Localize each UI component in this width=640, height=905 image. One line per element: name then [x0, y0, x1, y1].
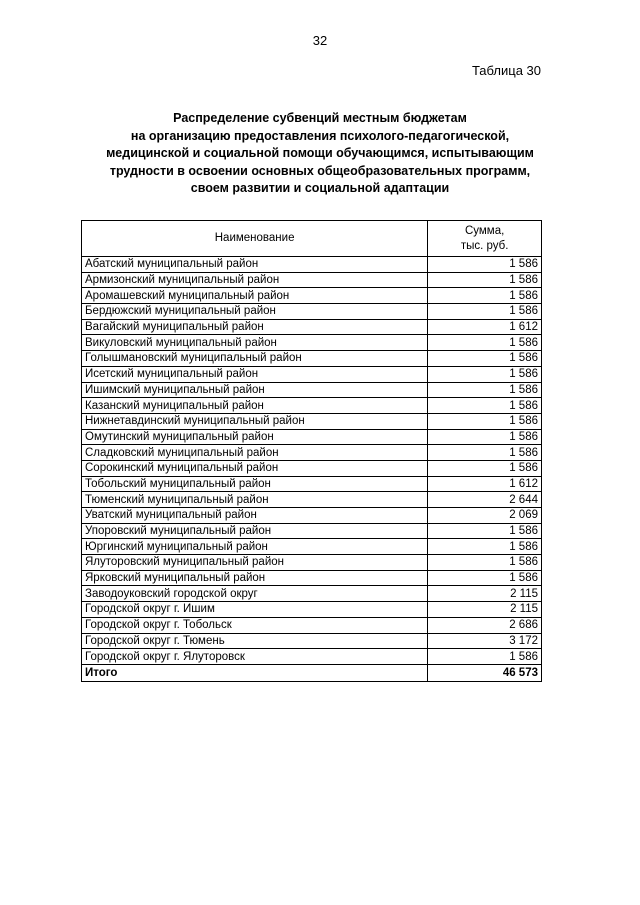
row-sum: 1 586 — [428, 460, 542, 476]
table-row — [82, 398, 542, 414]
row-sum: 1 586 — [428, 335, 542, 351]
total-row — [82, 664, 542, 681]
table-row — [82, 272, 542, 288]
page-number: 32 — [312, 33, 328, 48]
row-name: Нижнетавдинский муниципальный район — [82, 413, 428, 429]
row-name: Городской округ г. Ялуторовск — [82, 649, 428, 665]
table-body — [82, 257, 542, 665]
table-row — [82, 319, 542, 335]
table-row — [82, 288, 542, 304]
row-sum: 1 586 — [428, 555, 542, 571]
table-row — [82, 445, 542, 461]
table-row — [82, 304, 542, 320]
distribution-table — [81, 220, 542, 682]
table-row — [82, 257, 542, 273]
row-sum: 1 586 — [428, 413, 542, 429]
row-name: Заводоуковский городской округ — [82, 586, 428, 602]
row-name: Ишимский муниципальный район — [82, 382, 428, 398]
row-sum: 2 644 — [428, 492, 542, 508]
table-row — [82, 382, 542, 398]
row-name: Исетский муниципальный район — [82, 366, 428, 382]
table-row — [82, 649, 542, 665]
row-sum: 1 586 — [428, 304, 542, 320]
row-sum: 1 586 — [428, 398, 542, 414]
table-row — [82, 617, 542, 633]
row-sum: 2 686 — [428, 617, 542, 633]
table-row — [82, 570, 542, 586]
row-name: Казанский муниципальный район — [82, 398, 428, 414]
row-sum: 1 586 — [428, 539, 542, 555]
table-row — [82, 523, 542, 539]
table-row — [82, 555, 542, 571]
row-sum: 1 586 — [428, 445, 542, 461]
row-name: Городской округ г. Тобольск — [82, 617, 428, 633]
title-line: трудности в освоении основных общеобразовательных программ, — [109, 163, 531, 178]
row-sum: 1 612 — [428, 476, 542, 492]
table-label: Таблица 30 — [471, 63, 541, 78]
row-sum: 1 586 — [428, 288, 542, 304]
total-sum: 46 573 — [428, 664, 542, 681]
row-sum: 1 586 — [428, 257, 542, 273]
row-name: Омутинский муниципальный район — [82, 429, 428, 445]
header-name: Наименование — [82, 221, 428, 257]
row-name: Сорокинский муниципальный район — [82, 460, 428, 476]
header-sum-line1: Сумма, — [464, 224, 505, 237]
row-name: Городской округ г. Ишим — [82, 602, 428, 618]
row-sum: 2 115 — [428, 602, 542, 618]
row-name: Городской округ г. Тюмень — [82, 633, 428, 649]
row-name: Аромашевский муниципальный район — [82, 288, 428, 304]
row-sum: 1 586 — [428, 351, 542, 367]
table-row — [82, 460, 542, 476]
row-name: Тобольский муниципальный район — [82, 476, 428, 492]
table-row — [82, 351, 542, 367]
table-row — [82, 602, 542, 618]
title-line: на организацию предоставления психолого-педагогической, — [130, 128, 510, 143]
row-sum: 1 612 — [428, 319, 542, 335]
title-line: Распределение субвенций местным бюджетам — [173, 111, 467, 125]
row-name: Абатский муниципальный район — [82, 257, 428, 273]
table-row — [82, 429, 542, 445]
table-row — [82, 492, 542, 508]
header-sum-line2: тыс. руб. — [460, 239, 509, 252]
row-sum: 3 172 — [428, 633, 542, 649]
row-sum: 1 586 — [428, 523, 542, 539]
row-name: Бердюжский муниципальный район — [82, 304, 428, 320]
row-sum: 1 586 — [428, 429, 542, 445]
table-title — [80, 110, 560, 198]
row-sum: 1 586 — [428, 272, 542, 288]
row-sum: 1 586 — [428, 382, 542, 398]
row-sum: 2 115 — [428, 586, 542, 602]
row-sum: 1 586 — [428, 649, 542, 665]
row-name: Юргинский муниципальный район — [82, 539, 428, 555]
row-name: Ярковский муниципальный район — [82, 570, 428, 586]
row-name: Голышмановский муниципальный район — [82, 351, 428, 367]
row-sum: 1 586 — [428, 570, 542, 586]
row-name: Викуловский муниципальный район — [82, 335, 428, 351]
row-name: Уватский муниципальный район — [82, 508, 428, 524]
table-row — [82, 633, 542, 649]
row-name: Ялуторовский муниципальный район — [82, 555, 428, 571]
title-line: своем развитии и социальной адаптации — [190, 181, 450, 195]
table-row — [82, 476, 542, 492]
table-header-row — [82, 221, 542, 257]
row-name: Тюменский муниципальный район — [82, 492, 428, 508]
row-sum: 2 069 — [428, 508, 542, 524]
row-name: Армизонский муниципальный район — [82, 272, 428, 288]
table-row — [82, 335, 542, 351]
total-label: Итого — [82, 664, 428, 681]
row-name: Сладковский муниципальный район — [82, 445, 428, 461]
table-row — [82, 508, 542, 524]
table-row — [82, 586, 542, 602]
table-row — [82, 366, 542, 382]
title-line: медицинской и социальной помощи обучающимся, испытывающим — [106, 146, 534, 160]
header-sum — [428, 221, 542, 257]
row-sum: 1 586 — [428, 366, 542, 382]
row-name: Вагайский муниципальный район — [82, 319, 428, 335]
table-row — [82, 539, 542, 555]
table-row — [82, 413, 542, 429]
row-name: Упоровский муниципальный район — [82, 523, 428, 539]
